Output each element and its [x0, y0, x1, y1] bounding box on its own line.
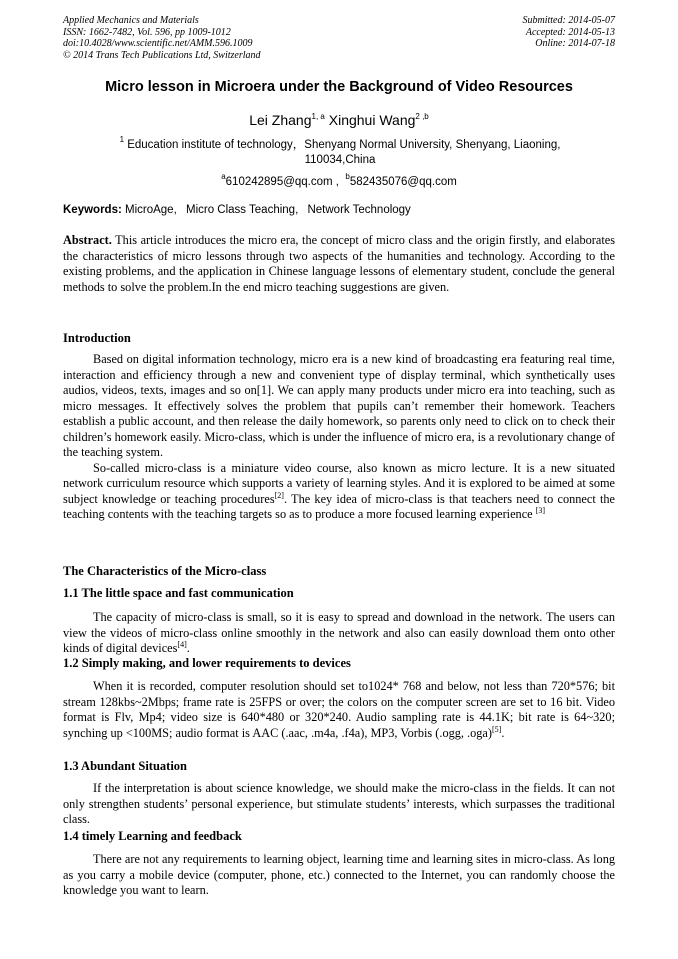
section-heading: The Characteristics of the Micro-class: [63, 564, 267, 578]
paper-title: Micro lesson in Microera under the Background of Video Resources: [105, 79, 573, 95]
paragraph-text: There are not any requirements to learning object, learning time and learning sites in micro-class. As long as you carry a mobile device (computer, phone, etc.) connected to the Internet, you can randomly choose the knowledge you want to learn.: [63, 852, 615, 897]
keywords-line: [63, 204, 417, 216]
subsection-heading: 1.3 Abundant Situation: [63, 759, 188, 773]
author-emails: [0, 172, 678, 188]
paragraph-text: When it is recorded, computer resolution should set to1024* 768 and below, not less than 720*576; bit stream 128kbs~2Mbps; frame rate is 25FPS or over; the colors on the computer screen are set to 16 bit. Video format is Flv, Mp4; video size is 640*480 or 320*240. Audio sampling rate is 44.1K; bit rate is 64~320; synching up <100MS; audio format is AAC (.aac, .m4a, .f4a), MP3, Vorbis (.ogg, .oga): [63, 679, 615, 740]
keyword: Micro Class Teaching,: [185, 204, 299, 216]
journal-doi: doi:10.4028/www.scientific.net/AMM.596.1009: [63, 38, 253, 49]
author-list: [0, 112, 678, 128]
online-date: Online: 2014-07-18: [535, 38, 615, 49]
subsection-body: [63, 781, 615, 828]
introduction-body: [63, 352, 615, 523]
subsection-heading: 1.1 The little space and fast communication: [63, 586, 294, 600]
paragraph-text: . The key idea of micro-class is that teachers need to connect the teaching contents with the teaching targets so as to produce a more focused learning experience: [63, 491, 616, 521]
author-sup: 2 ,b: [415, 112, 429, 121]
email-sup: b: [345, 172, 350, 181]
paragraph-text: The capacity of micro-class is small, so it is easy to spread and download in the network. The users can view the videos of micro-class online smoothly in the network and also can easily download them onto other kinds of digital devices: [63, 610, 615, 655]
paragraph-text: So-called micro-class is a miniature video course, also known as micro lecture. It is a new situated network curriculum resource which supports a variety of learning styles. And it is explored to be aimed at some subject knowledge or teaching procedures: [63, 460, 615, 506]
punctuation: .: [501, 725, 505, 740]
affiliation: [90, 135, 590, 168]
abstract-text: This article introduces the micro era, the concept of micro class and the origin firstly, and elaborates the characteristics of micro lessons through two aspects of the humanities and technology. According to the existing problems, and the application in Chinese language lessons of elementary student, conclude the general methods to solve the problem.In the end micro teaching suggestions are given.: [63, 233, 615, 294]
author-sup: 1, a: [311, 112, 325, 121]
submission-dates: [523, 15, 616, 50]
punctuation: .: [186, 641, 190, 655]
accepted-date: Accepted: 2014-05-13: [525, 26, 615, 38]
keyword: MicroAge,: [125, 204, 177, 216]
subsection-body: [63, 610, 615, 657]
citation: [4]: [177, 640, 187, 649]
affiliation-sup: 1: [119, 135, 125, 144]
email-sup: a: [221, 172, 226, 181]
subsection-heading: 1.4 timely Learning and feedback: [63, 829, 242, 843]
citation: [3]: [535, 506, 546, 515]
paragraph: Based on digital information technology, micro era is a new kind of broadcasting era featuring real time, interaction and efficiency through a new and convenient type of display terminal, which synthetically uses audios, videos, texts, images and so on[1]. We can apply many products under micro era into teaching, such as micro messages. It effectively solves the problem that pupils can’t remember their homework. Teachers establish a public account, and then release the daily homework, so parents only need to click on to check their children’s homework easily. Micro-class, which is under the influence of micro era, is a revolutionary change of the teaching system.: [63, 352, 615, 459]
citation: [2]: [274, 490, 284, 500]
subsection-body: [63, 679, 615, 741]
keywords-label: Keywords:: [63, 204, 122, 216]
subsection-body: [63, 852, 615, 899]
abstract: [63, 233, 615, 295]
journal-name: Applied Mechanics and Materials: [63, 15, 199, 26]
author-name: Lei Zhang: [249, 112, 312, 128]
affiliation-line: Education institute of technology，Shenyang Normal University, Shenyang, Liaoning,: [127, 139, 561, 151]
journal-copyright: © 2014 Trans Tech Publications Ltd, Switzerland: [63, 49, 261, 61]
abstract-label: Abstract.: [63, 233, 112, 247]
subsection-heading: 1.2 Simply making, and lower requirements to devices: [63, 656, 351, 670]
citation: [5]: [491, 724, 502, 734]
author-name: Xinghui Wang: [328, 112, 416, 128]
submitted-date: Submitted: 2014-05-07: [522, 15, 615, 26]
email-link[interactable]: 582435076@qq.com: [349, 176, 457, 188]
keyword: Network Technology: [307, 204, 411, 216]
journal-info: [63, 15, 261, 61]
affiliation-line: 110034,China: [304, 154, 376, 166]
paragraph-text: If the interpretation is about science knowledge, we should make the micro-class in the fields. It can not only strengthen students’ personal experience, but stimulate students’ interests, which surpasses the traditional class.: [63, 781, 615, 826]
paragraph: [63, 461, 615, 523]
section-heading: Introduction: [63, 331, 131, 345]
journal-issn: ISSN: 1662-7482, Vol. 596, pp 1009-1012: [63, 26, 231, 38]
email-link[interactable]: 610242895@qq.com ,: [225, 176, 339, 188]
